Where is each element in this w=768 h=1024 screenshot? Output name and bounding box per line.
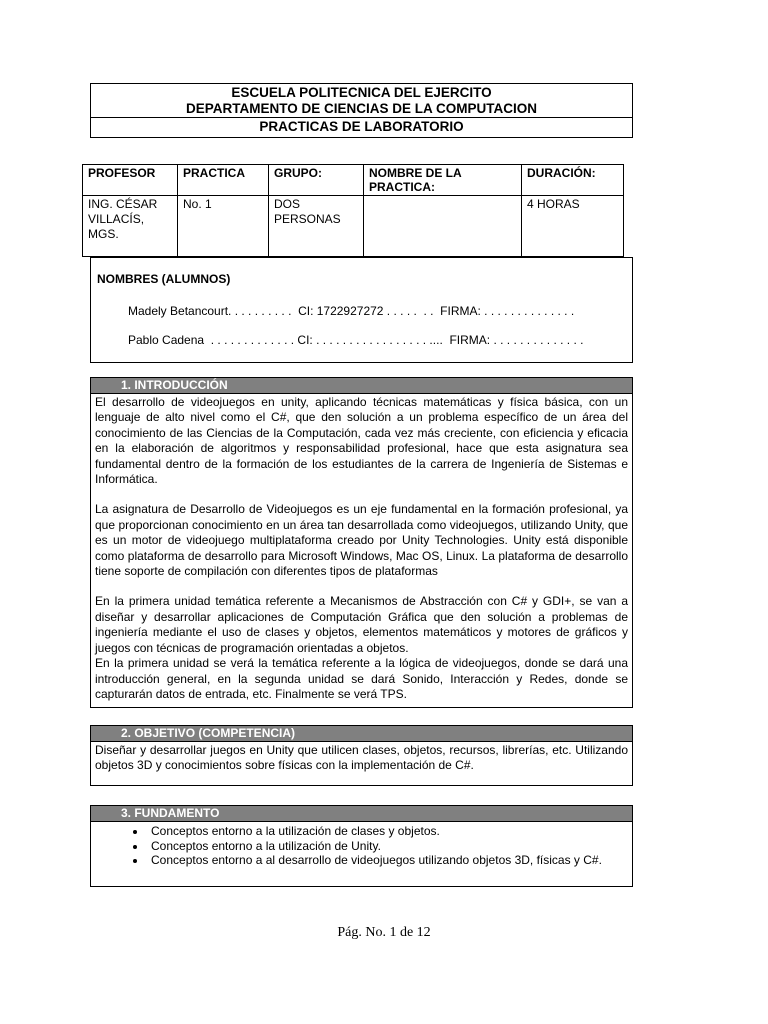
section-heading: 3. FUNDAMENTO — [91, 806, 632, 822]
students-title: NOMBRES (ALUMNOS) — [97, 272, 231, 286]
bullet-list — [95, 824, 628, 868]
section-fundamento — [90, 805, 633, 887]
practice-info-table — [82, 164, 624, 257]
students-box — [90, 257, 633, 363]
paragraph: La asignatura de Desarrollo de Videojuegos es un eje fundamental en la formación profesional, ya que proporcionan conocimiento en un área tan desarrollada como videojuegos, utilizando Unity, que es un motor de videojuego multiplataforma creado por Unity Technologies. Unity está disponible como plataforma de desarrollo para Microsoft Windows, Mac OS, Linux. La plataforma de desarrollo tiene soporte de compilación con diferentes tipos de plataformas — [95, 502, 628, 579]
table-row — [83, 196, 624, 257]
cell-practica: No. 1 — [178, 196, 269, 257]
paragraph: En la primera unidad temática referente a Mecanismos de Abstracción con C# y GDI+, se van a diseñar y desarrollar aplicaciones de Computación Gráfica que den solución a problemas de ingeniería mediante el uso de clases y objetos, elementos matemáticos y motores de gráficos y juegos con técnicas de programación orientadas a objetos. — [95, 594, 628, 655]
table-header-row — [83, 165, 624, 196]
header-practica: PRACTICA — [178, 165, 269, 196]
section-body — [91, 742, 632, 774]
document-type: PRACTICAS DE LABORATORIO — [259, 119, 464, 134]
cell-nombre-practica — [364, 196, 522, 257]
section-introduccion — [90, 377, 633, 708]
paragraph: En la primera unidad se verá la temática referente a la lógica de videojuegos, donde se dará una introducción general, en la segunda unidad se dará Sonido, Interacción y Redes, donde se capturarán datos de entrada, etc. Finalmente se verá TPS. — [95, 656, 628, 701]
list-item: • Conceptos entorno a la utilización de clases y objetos. — [147, 824, 628, 839]
section-heading: 1. INTRODUCCIÓN — [91, 378, 632, 394]
page-number: Pág. No. 1 de 12 — [337, 925, 431, 940]
document-header — [90, 83, 633, 138]
institution-block — [91, 84, 632, 118]
list-item: • Conceptos entorno a al desarrollo de videojuegos utilizando objetos 3D, físicas y C#. — [147, 853, 628, 868]
header-profesor: PROFESOR — [83, 165, 178, 196]
department-name: DEPARTAMENTO DE CIENCIAS DE LA COMPUTACION — [185, 101, 537, 116]
student-row: Madely Betancourt. . . . . . . . . . CI: 1722927272 . . . . . . . FIRMA: . . . . . . . . . . . . . . — [128, 304, 575, 318]
cell-duracion: 4 HORAS — [522, 196, 624, 257]
section-heading: 2. OBJETIVO (COMPETENCIA) — [91, 726, 632, 742]
section-body — [91, 394, 632, 702]
cell-grupo: DOS PERSONAS — [269, 196, 364, 257]
paragraph: El desarrollo de videojuegos en unity, aplicando técnicas matemáticas y física básica, con un lenguaje de alto nivel como el C#, que den solución a un problema específico de un área del conocimiento de las Ciencias de la Computación, cada vez más creciente, con eficiencia y eficacia en la elaboración de algoritmos y responsabilidad profesional, hace que esta asignatura sea fundamental dentro de la formación de los estudiantes de la carrera de Ingeniería de Sistemas e Informática. — [95, 395, 628, 487]
header-nombre-practica: NOMBRE DE LA PRACTICA: — [364, 165, 522, 196]
student-row: Pablo Cadena . . . . . . . . . . . . . CI: . . . . . . . . . . . . . . . . . .... FIRMA: . . . . . . . . . . . . . . — [128, 333, 584, 347]
cell-profesor: ING. CÉSAR VILLACÍS, MGS. — [83, 196, 178, 257]
list-item: • Conceptos entorno a la utilización de Unity. — [147, 839, 628, 854]
paragraph: Diseñar y desarrollar juegos en Unity que utilicen clases, objetos, recursos, librerías, etc. Utilizando objetos 3D y conocimientos sobre físicas con la implementación de C#. — [95, 743, 628, 773]
school-name: ESCUELA POLITECNICA DEL EJERCITO — [231, 85, 492, 100]
section-body — [91, 822, 632, 868]
header-grupo: GRUPO: — [269, 165, 364, 196]
header-duracion: DURACIÓN: — [522, 165, 624, 196]
section-objetivo — [90, 725, 633, 786]
